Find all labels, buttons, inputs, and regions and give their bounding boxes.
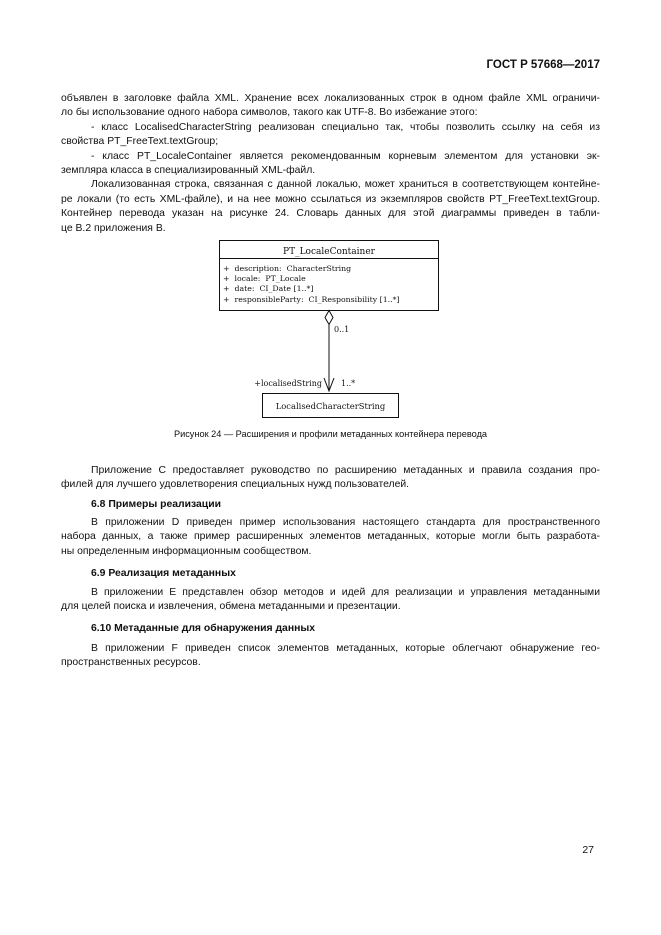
uml-diagram [0, 228, 661, 428]
text-line: В приложении D приведен пример использования настоящего стандарта для пространственного [91, 517, 600, 528]
text-line: свойства PT_FreeText.textGroup; [61, 136, 219, 148]
text-line: Локализованная строка, связанная с данной локалью, может храниться в соответствующем контейне- [91, 179, 600, 191]
text-line: пространственных ресурсов. [61, 657, 201, 669]
section-6-9-text [61, 586, 600, 615]
section-heading-6-9: 6.9 Реализация метаданных [91, 568, 236, 579]
role-name: +localisedString [254, 379, 322, 388]
text-line: - класс PT_LocaleContainer является рекомендованным корневым элементом для установки эк- [91, 150, 600, 162]
text-line: ны определенным информационным сообществом. [61, 545, 312, 557]
class-name-pt-locale-container: PT_LocaleContainer [283, 247, 375, 257]
text-line: ло бы использование одного набора символов, такого как UTF-8. Во избежание этого: [61, 107, 478, 119]
document-code: ГОСТ Р 57668—2017 [486, 59, 600, 71]
text-line: Контейнер перевода указан на рисунке 24. Словарь данных для этой диаграммы приведен в табли- [61, 208, 600, 220]
text-line: В приложении F приведен список элементов метаданных, которые облегчают обнаружение гео- [91, 643, 600, 654]
source-multiplicity: 0..1 [334, 325, 350, 334]
text-line: объявлен в заголовке файла XML. Хранение всех локализованных строк в одном файле XML ограничи- [61, 93, 600, 104]
text-line: це В.2 приложения В. [61, 222, 166, 234]
intro-text [61, 92, 600, 236]
section-6-10-text [61, 642, 600, 671]
section-heading-6-8: 6.8 Примеры реализации [91, 499, 221, 510]
figure-caption: Рисунок 24 — Расширения и профили метаданных контейнера перевода [173, 429, 488, 439]
section-heading-6-10: 6.10 Метаданные для обнаружения данных [91, 623, 316, 634]
target-multiplicity: 1..* [341, 379, 356, 388]
class-name-localised-character-string: LocalisedCharacterString [275, 401, 386, 411]
appendix-c-paragraph [61, 464, 600, 493]
class-attribute: + description: CharacterString [223, 264, 352, 273]
class-attribute: + locale: PT_Locale [223, 274, 306, 283]
text-line: ре локали (то есть XML-файле), и на нее можно ссылаться из экземпляров свойств PT_FreeText.textGroup. [61, 193, 600, 205]
text-line: филей для лучшего удовлетворения специальных нужд пользователей. [61, 479, 410, 491]
class-attribute: + date: CI_Date [1..*] [223, 284, 314, 293]
text-line: Приложение С предоставляет руководство по расширению метаданных и правила создания про- [91, 465, 600, 476]
aggregation-diamond [325, 311, 333, 325]
class-attribute: + responsibleParty: CI_Responsibility [1..*] [223, 295, 400, 304]
text-line: набора данных, а также пример расширенных элементов метаданных, которые могли быть разработа- [61, 531, 600, 543]
text-line: В приложении Е представлен обзор методов и идей для реализации и управления метаданными [91, 587, 600, 598]
text-line: земпляра класса в специализированный XML-файл. [61, 165, 316, 177]
text-line: для целей поиска и извлечения, обмена метаданными и презентации. [61, 601, 401, 613]
page-number: 27 [582, 844, 594, 856]
text-line: - класс LocalisedCharacterString реализован специально так, чтобы позволить ссылку на себя из [91, 121, 600, 133]
section-6-8-text [61, 516, 600, 559]
